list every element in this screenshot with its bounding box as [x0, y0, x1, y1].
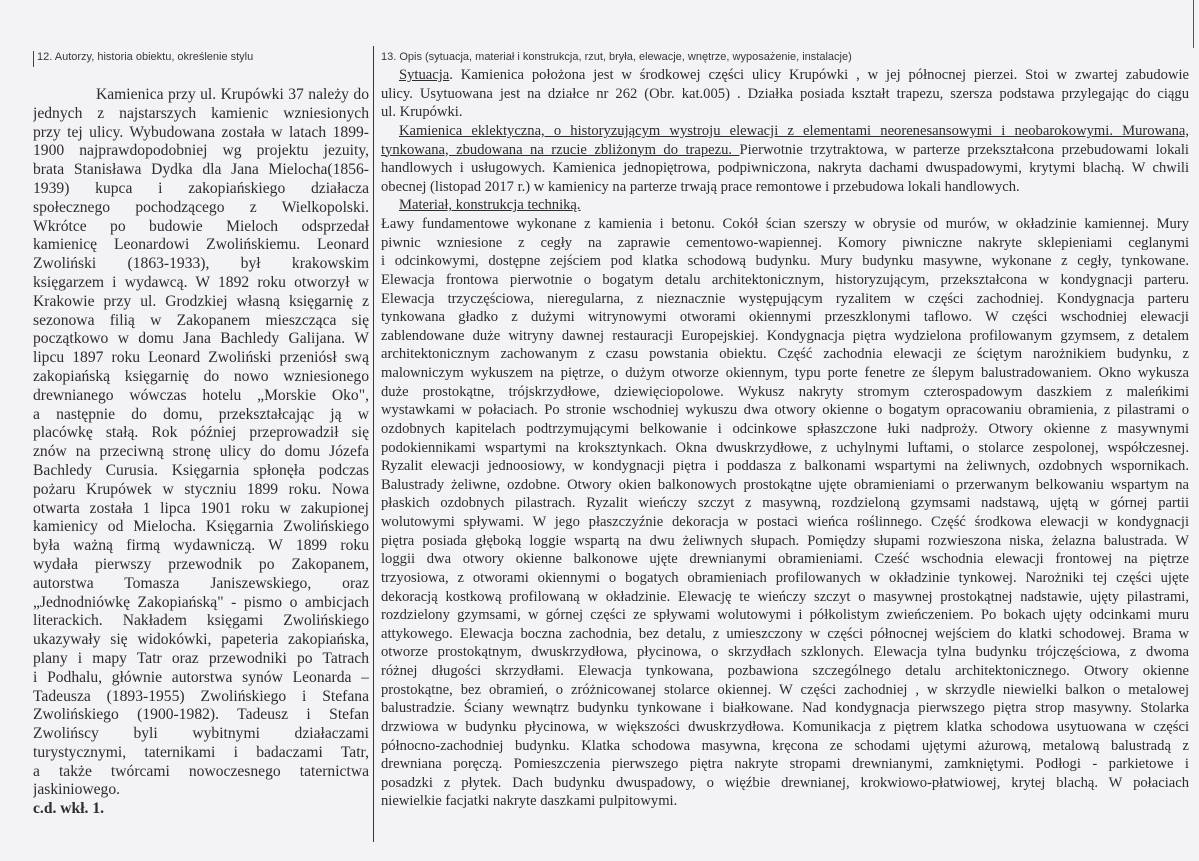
- text-line: pożaru Krupówek w styczniu 1899 roku. Nowa: [33, 480, 369, 498]
- text-segment: loggii dwa otwory okienne balkonowe ujęte drewnianymi obramieniami. Cześć wschodnia elewacji frontowej na piętrze: [381, 551, 1189, 568]
- text-line: [381, 327, 1189, 346]
- text-line: plany i mapy Tatr oraz przewodniki po Tatrach: [33, 649, 369, 667]
- text-line: [381, 737, 1189, 756]
- text-line: i Podhalu, głównie autorstwa synów Leonarda –: [33, 668, 369, 686]
- section-13-header: 13. Opis (sytuacja, materiał i konstrukcja, rzut, bryła, elewacje, wnętrze, wyposażenie, instalacje): [381, 51, 852, 63]
- text-segment: drewniana poręczą. Pomieszczenia pierwszego piętra nakryte stropami drewnianymi, zamkniętymi. Podłogi - parkietowe i: [381, 756, 1189, 773]
- text-line: [381, 122, 1189, 141]
- section-13-description-text: [381, 66, 1189, 811]
- text-line: [381, 290, 1189, 309]
- text-line: kamienicę Leonardowi Zwolińskiemu. Leonard: [33, 236, 369, 254]
- text-line: znów na przeciwną stronę ulicy do domu Józefa: [33, 443, 369, 461]
- text-segment: ozdobnych kapitelach podtrzymującymi belkowanie i odcinkowe spłaszczone łuki nadproży. Otwory okienne z masywnymi: [381, 420, 1189, 437]
- text-segment: duże prostokątne, trójskrzydłowe, dziewięciopolowe. Wykusz nakryty stromym czterospadowym daszkiem z maleńkimi: [381, 383, 1189, 400]
- text-line: [381, 476, 1189, 495]
- text-line: [381, 234, 1189, 253]
- text-line: [381, 308, 1189, 327]
- text-line: Zwolińskiego (1900-1982). Tadeusz i Stefan: [33, 706, 369, 724]
- text-line: [381, 588, 1189, 607]
- text-line: [381, 569, 1189, 588]
- text-segment: balustradzie. Ściany wewnątrz budynku tynkowane i białkowane. Nad kondygnacja pierwszego piętra strop masywny. Stolarka: [381, 700, 1189, 717]
- column-divider: [373, 46, 374, 842]
- text-segment: handlowych i usługowych. Kamienica jednopiętrowa, podpiwniczona, nakryta dachami dwuspadowymi, krytymi blachą. W chwili: [381, 160, 1189, 177]
- text-segment: różnej długości skrzydłami. Elewacja tynkowana, pozbawiona szczególnego detalu architektonicznego. Otwory okienne: [381, 663, 1189, 679]
- text-segment: i odcinkowymi, dostępne zejściem pod klatka schodową budynku. Mury budynku masywne, wykonane z cegły, tynkowane.: [381, 253, 1189, 270]
- text-line: ukazywały się widokówki, papeteria zakopiańska,: [33, 631, 369, 649]
- text-line: społecznego pochodzącego z Wielkopolski.: [33, 198, 369, 216]
- text-line: Bachledy Curusia. Księgarnia spłonęła podczas: [33, 461, 369, 479]
- text-line: „Jednodniówkę Zakopiańską" - pismo o ambicjach: [33, 593, 369, 611]
- text-line: brata Stanisława Dydka dla Jana Mielocha(1856-: [33, 161, 369, 179]
- text-line: [381, 85, 1189, 104]
- text-segment: Elewacja trzyczęściowa, nieregularna, z nieznacznie występującym ryzalitem w części zachodniej. Kondygnacja parteru: [381, 290, 1189, 307]
- text-line: [381, 196, 1189, 215]
- text-line: [381, 457, 1189, 476]
- text-line: [381, 606, 1189, 625]
- text-line: [381, 420, 1189, 439]
- text-line: autorstwa Tomasza Janiszewskiego, oraz: [33, 574, 369, 592]
- text-segment: Ławy fundamentowe wykonane z kamienia i betonu. Cokół ścian szerszy w obrysie od murów, w okładzinie kamiennej. Mury: [381, 216, 1189, 232]
- text-line: drewnianego wówczas hotelu „Morskie Oko",: [33, 386, 369, 404]
- text-line: [381, 345, 1189, 364]
- text-line: [381, 66, 1189, 85]
- text-segment: Elewacja frontowa pierwotnie o bogatym detalu architektonicznym, historyzującym, przekształcona w kondygnacji parteru.: [381, 271, 1189, 288]
- section-12-history-text: [33, 86, 369, 819]
- text-segment: podokiennikami wspartymi na kroksztynkach. Okna dwuskrzydłowe, z uchylnymi luftami, o stolarce zespolonej, współczesnej.: [381, 439, 1189, 456]
- text-segment: drzwiowa w budynku płycinowa, w większości dwuskrzydłowa. Komunikacja z piętrem klatka schodowa usytuowana w części: [381, 718, 1189, 735]
- text-segment: ul. Krupówki.: [381, 104, 463, 121]
- text-line: Zwoliński (1863-1933), był krakowskim: [33, 255, 369, 273]
- text-segment: prostokątne, bez obramień, o zróżnicowanej stolarce okiennej. W części zachodniej , w skrzydle niewielki balkon o metalowej: [381, 681, 1189, 698]
- text-segment: otworze prostokątnym, dwuskrzydłowa, płycinowa, o skrzydłach szklonych. Elewacja tylna budynku trójczęściowa, z dwoma: [381, 644, 1189, 661]
- text-segment: piwnic wzniesione z cegły na zaprawie cementowo-wapiennej. Komory piwniczne nakryte sklepieniami ceglanymi: [381, 234, 1189, 251]
- text-line: Tadeusza (1893-1955) Zwolińskiego i Stefana: [33, 687, 369, 705]
- text-segment: piętra posiada głęboką loggie wspartą na dwu żeliwnych słupach. Pomiędzy słupami rozwieszona niska, żelazna balustrada. W: [381, 532, 1189, 549]
- underlined-heading: tynkowana, zbudowana na rzucie zbliżonym do trapezu.: [381, 141, 740, 158]
- text-line: początkowo w domu Jana Bachledy Galijana. W: [33, 330, 369, 348]
- text-segment: płaskich ozdobnych pilastrach. Ryzalit wieńczy szczyt z masywną, rozdzieloną gzymsami nadstawą, ujętą w górnej partii: [381, 495, 1189, 512]
- text-segment: Ryzalit elewacji jednoosiowy, w kondygnacji piętra i poddasza z balkonami wspartymi na żeliwnych, ozdobnych wspornikach.: [381, 458, 1189, 475]
- text-segment: obecnej (listopad 2017 r.) w kamienicy na parterze trwają prace remontowe i przebudowa lokali handlowych.: [381, 178, 1020, 195]
- text-line: [381, 625, 1189, 644]
- text-line: lipcu 1897 roku Leonard Zwoliński przeniósł swą: [33, 349, 369, 367]
- text-line: Kamienica przy ul. Krupówki 37 należy do: [96, 86, 369, 103]
- text-line: [381, 550, 1189, 569]
- text-segment: północno-zachodniej budynku. Klatka schodowa masywna, kręcona ze schodami ujętymi ażurową, metalową balustradą z: [381, 737, 1189, 754]
- text-line: [381, 439, 1189, 458]
- text-segment: Pierwotnie trzytraktowa, w parterze przekształcona przebudowami lokali: [739, 141, 1189, 158]
- text-line: placówkę stałą. Rok później przeprowadził się: [33, 424, 369, 442]
- text-line: [381, 662, 1189, 681]
- underlined-heading: Kamienica eklektyczna, o historyzującym wystroju elewacji z elementami neorenesansowymi i neobarokowymi. Murowana,: [399, 122, 1189, 139]
- underlined-heading: Sytuacja: [399, 67, 450, 83]
- text-line: była ważną firmą wydawniczą. W 1899 roku: [33, 537, 369, 555]
- text-segment: . Kamienica położona jest w środkowej części ulicy Krupówki , w jej północnej pierzei. Stoi w zwartej zabudowie: [449, 67, 1189, 83]
- text-line: 1939) kupca i zakopiańskiego działacza: [33, 179, 369, 197]
- text-line: a także twórcami nowoczesnego taternictwa: [33, 762, 369, 780]
- text-line: Zwolińscy byli wybitnymi działaczami: [33, 725, 369, 743]
- text-line: sezonowa filią w Zakopanem mieszcząca się: [33, 311, 369, 329]
- text-line: literackich. Nakładem księgami Zwolińskiego: [33, 612, 369, 630]
- text-line: [381, 141, 1189, 160]
- text-segment: dekoracją kostkową profilowaną w okładzinie. Elewację te wieńczy szczyt o masywnej prostokątnej nadstawie, ujęty pilastrami,: [381, 588, 1189, 605]
- text-line: [381, 271, 1189, 290]
- text-line: [381, 159, 1189, 178]
- continued-note: c.d. wkł. 1.: [33, 800, 105, 818]
- text-line: [381, 178, 1189, 197]
- text-segment: niewielkie facjatki nakryte daszkami pulpitowymi.: [381, 793, 678, 810]
- text-line: kamienicy od Mielocha. Księgarnia Zwolińskiego: [33, 518, 369, 536]
- text-line: otwarta została 1 lipca 1901 roku w zakupionej: [33, 499, 369, 517]
- text-line: Wkrótce po budowie Mieloch odsprzedał: [33, 217, 369, 235]
- text-line: turystycznymi, taternikami i badaczami Tatr,: [33, 743, 369, 761]
- text-line: [381, 774, 1189, 793]
- section-12-header: 12. Autorzy, historia obiektu, określenie stylu: [37, 51, 254, 63]
- text-line: [381, 103, 1189, 122]
- text-line: [381, 792, 1189, 811]
- text-segment: wolutowymi spływami. W jego płaszczyźnie dekoracja w postaci wieńca roślinnego. Część środkowa elewacji w kondygnacji: [381, 514, 1189, 530]
- text-line: zakopiańską księgarnię do nowo wzniesionego: [33, 367, 369, 385]
- text-line: Krakowie przy ul. Grodzkiej własną księgarnię z: [33, 292, 369, 310]
- text-line: przy tej ulicy. Wybudowana została w latach 1899-: [33, 123, 369, 141]
- text-segment: trzyosiowa, z otworami okiennymi o bogatych obramieniach profilowanych w okładzinie tynkowej. Narożniki tej części ujęte: [381, 569, 1189, 586]
- text-line: jednych z najstarszych kamienic wzniesionych: [33, 104, 369, 122]
- text-segment: architektonicznym zachowanym z czasu powstania obiektu. Część zachodnia elewacji ze ściętym narożnikiem budynku, z: [381, 346, 1189, 363]
- text-line: [381, 532, 1189, 551]
- text-line: [381, 513, 1189, 532]
- text-line: [381, 643, 1189, 662]
- text-segment: zablendowane duże witryny dawnej restauracji Europejskiej. Kondygnacja piętra wydzielona profilowanym gzymsem, z detalem: [381, 327, 1189, 344]
- text-segment: tynkowana gładko z dużymi witrynowymi otworami okiennymi przeszklonymi taflowo. W części wschodniej elewacji: [381, 309, 1189, 326]
- text-line: [381, 364, 1189, 383]
- text-segment: rozdzielony gzymsami, w górnej części ze spływami wolutowymi i półkolistym zwieńczeniem. Po bokach ujęty odcinkami muru: [381, 607, 1189, 624]
- text-line: [381, 383, 1189, 402]
- text-line: [381, 718, 1189, 737]
- text-segment: wystawkami w połaciach. Po stronie wschodniej wykuszu dwa otwory okienne o bogatym opracowaniu obramienia, z pilastrami o: [381, 402, 1189, 419]
- text-line: [381, 252, 1189, 271]
- underlined-heading: Materiał, konstrukcja techniką.: [399, 197, 581, 214]
- text-line: [381, 681, 1189, 700]
- section-12-marker: [33, 51, 34, 67]
- page-right-border: [1193, 0, 1194, 48]
- text-line: [381, 401, 1189, 420]
- text-segment: attykowego. Elewacja boczna zachodnia, bez detalu, z umieszczony w części północnej wejściem do klatki schodowej. Brama w: [381, 625, 1189, 642]
- text-line: 1900 najprawdopodobniej wg projektu jezuity,: [33, 142, 369, 160]
- text-line: [381, 755, 1189, 774]
- text-segment: malowniczym wykuszem na piętrze, o dużym otworze okiennym, typu porte fenetre ze ślepym balustradowaniem. Okno wykusza: [381, 365, 1189, 381]
- text-line: jaskiniowego.: [33, 781, 121, 799]
- text-line: [381, 699, 1189, 718]
- text-segment: posadzki z płytek. Dach budynku dwuspadowy, o więźbie drewnianej, krokwiowo-płatwiowej, krytej blachą. W połaciach: [381, 774, 1189, 791]
- text-line: a następnie do domu, przekształcając ją w: [33, 405, 369, 423]
- text-line: [381, 494, 1189, 513]
- text-line: wydała pierwszy przewodnik po Zakopanem,: [33, 555, 369, 573]
- text-line: [381, 215, 1189, 234]
- text-segment: Balustrady żeliwne, ozdobne. Otwory okien balkonowych prostokątne ujęte obramieniami o przerwanym belkowaniu wspartym na: [381, 476, 1189, 493]
- text-line: księgarzem i wydawcą. W 1892 roku otworzył w: [33, 273, 369, 291]
- text-segment: ulicy. Usytuowana jest na działce nr 262 (Obr. kat.005) . Działka posiada kształt trapezu, szersza podstawa przylegając do ciągu: [381, 85, 1189, 102]
